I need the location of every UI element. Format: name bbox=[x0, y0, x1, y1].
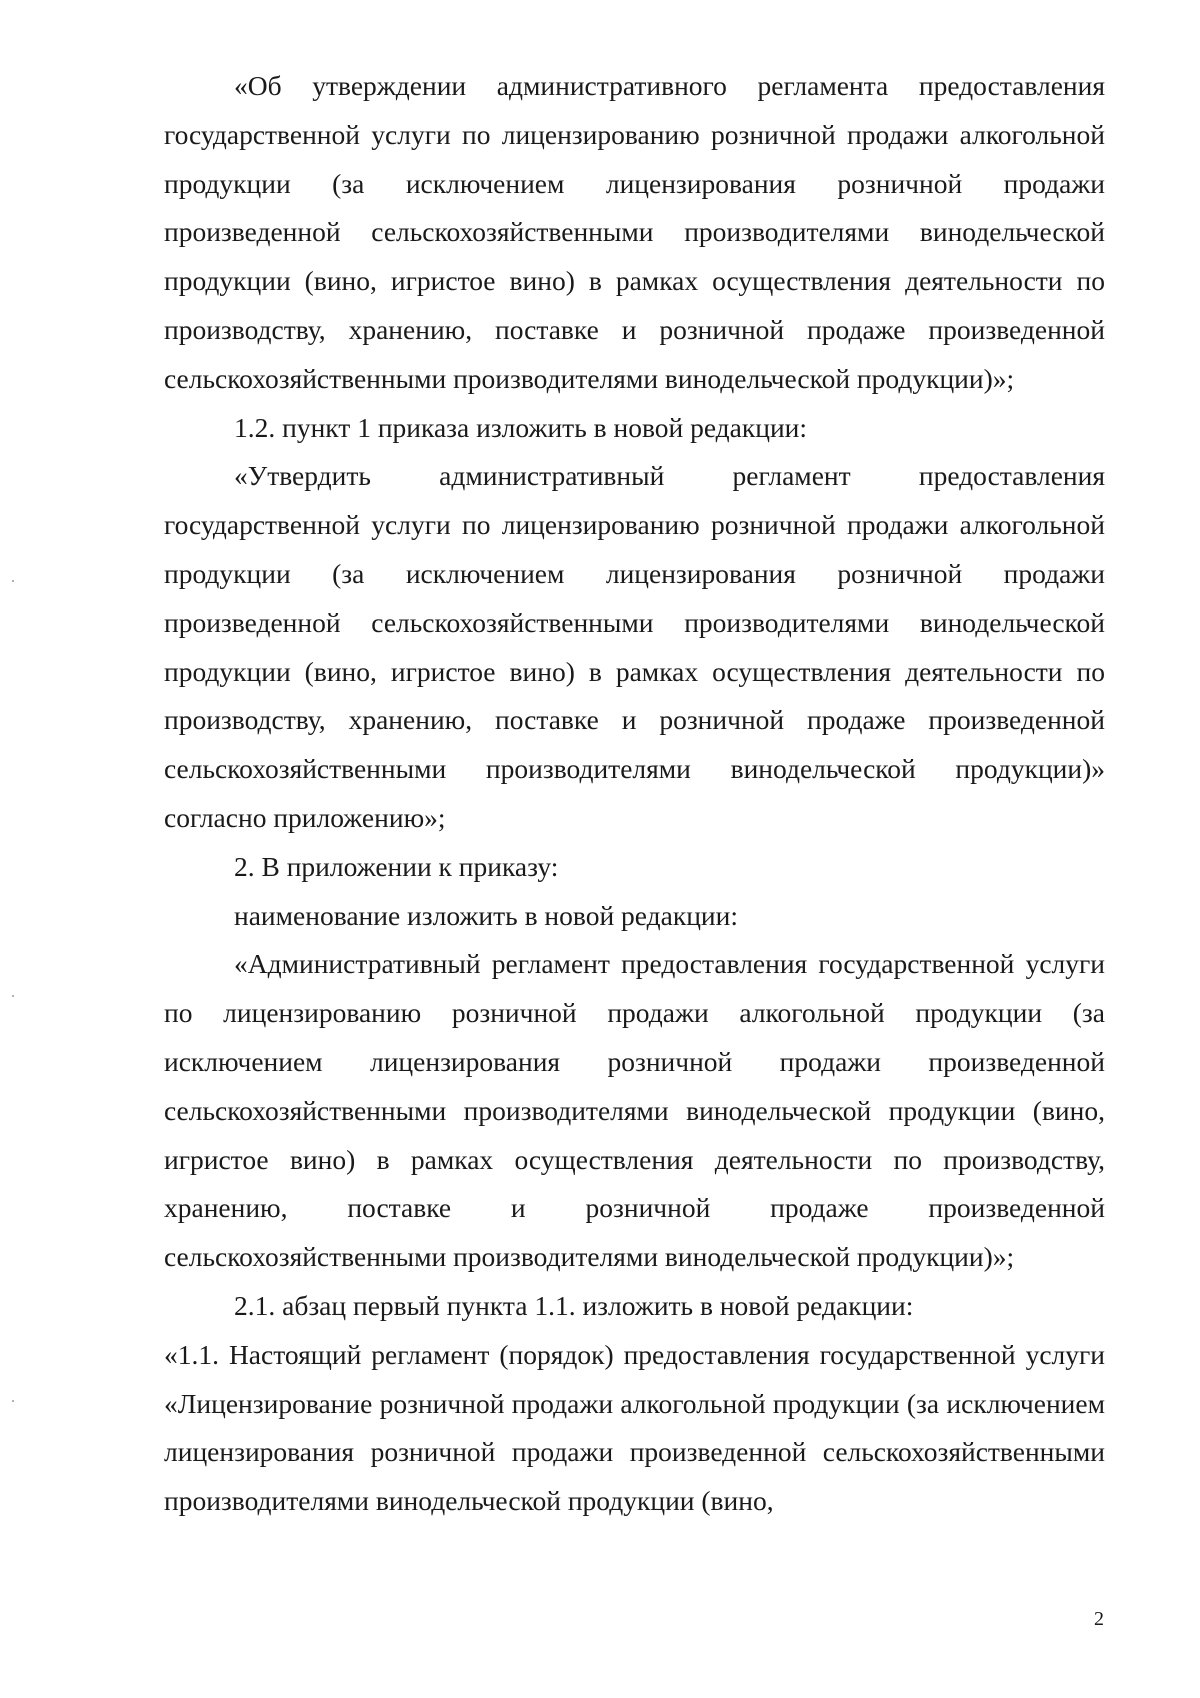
paragraph-item-2-1: 2.1. абзац первый пункта 1.1. изложить в новой редакции: bbox=[234, 1289, 914, 1321]
scan-speck bbox=[12, 1400, 14, 1402]
paragraph-name-change: наименование изложить в новой редакции: bbox=[234, 899, 738, 931]
paragraph-item-1-1: «1.1. Настоящий регламент (порядок) предоставления государственной услуги «Лицензирование розничной продажи алкогольной продукции (за исключением лицензирования розничной продажи произведенной сельскохозяйственными производителями винодельческой продукции (вино, bbox=[164, 1338, 1105, 1517]
paragraph-approve-regulation: «Утвердить административный регламент предоставления государственной услуги по лицензированию розничной продажи алкогольной продукции (за исключением лицензирования розничной продажи произведенной сельскохозяйственными производителями винодельческой продукции (вино, игристое вино) в рамках осуществления деятельности по производству, хранению, поставке и розничной продаже произведенной сельскохозяйственными производителями винодельческой продукции)» согласно приложению»; bbox=[164, 460, 1105, 833]
paragraph-item-2: 2. В приложении к приказу: bbox=[234, 850, 559, 882]
page-number: 2 bbox=[1094, 1608, 1104, 1630]
paragraph-title-quote: «Об утверждении административного регламента предоставления государственной услуги по лицензированию розничной продажи алкогольной продукции (за исключением лицензирования розничной продажи произведенной сельскохозяйственными производителями винодельческой продукции (вино, игристое вино) в рамках осуществления деятельности по производству, хранению, поставке и розничной продаже произведенной сельскохозяйственными производителями винодельческой продукции)»; bbox=[164, 70, 1105, 394]
paragraph-item-1-2: 1.2. пункт 1 приказа изложить в новой редакции: bbox=[234, 411, 808, 443]
document-body bbox=[164, 62, 1105, 1526]
scan-speck bbox=[12, 995, 14, 997]
paragraph-regulation-name: «Административный регламент предоставления государственной услуги по лицензированию розничной продажи алкогольной продукции (за исключением лицензирования розничной продажи произведенной сельскохозяйственными производителями винодельческой продукции (вино, игристое вино) в рамках осуществления деятельности по производству, хранению, поставке и розничной продаже произведенной сельскохозяйственными производителями винодельческой продукции)»; bbox=[164, 948, 1105, 1273]
scan-speck bbox=[12, 580, 14, 582]
